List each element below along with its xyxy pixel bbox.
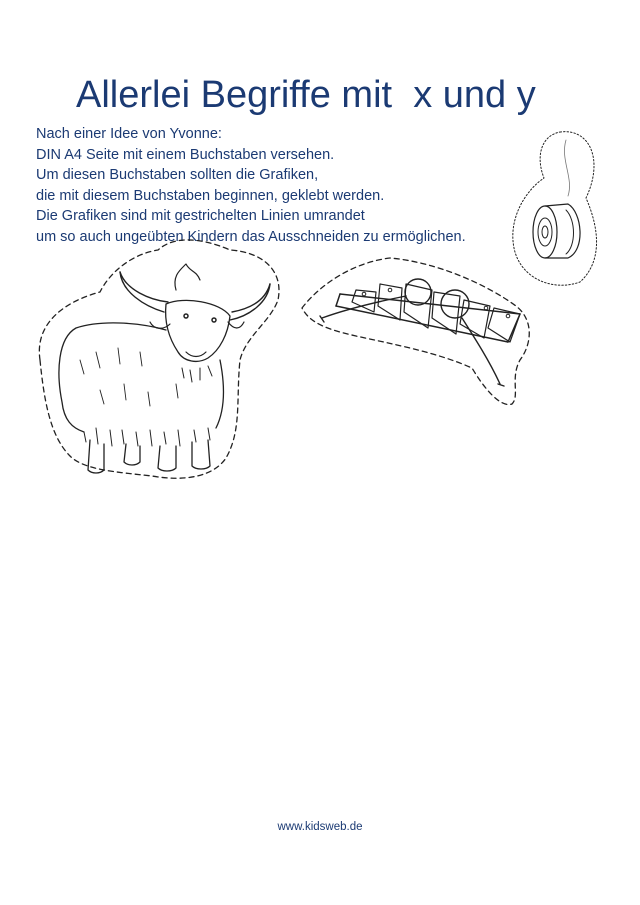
intro-line: um so auch ungeübten Kindern das Ausschneiden zu ermöglichen. xyxy=(36,228,466,245)
intro-line: Nach einer Idee von Yvonne: xyxy=(36,126,222,142)
yoyo-icon xyxy=(513,132,597,286)
intro-line: Die Grafiken sind mit gestrichelten Linien umrandet xyxy=(36,208,365,224)
yak-icon xyxy=(39,240,279,478)
intro-line: Um diesen Buchstaben sollten die Grafiken, xyxy=(36,167,319,183)
page-title: Allerlei Begriffe mit x und y xyxy=(76,74,536,116)
intro-line: die mit diesem Buchstaben beginnen, geklebt werden. xyxy=(36,187,385,204)
xylophone-icon xyxy=(302,258,529,405)
intro-line: DIN A4 Seite mit einem Buchstaben versehen. xyxy=(36,146,335,163)
footer-link[interactable]: www.kidsweb.de xyxy=(277,821,363,833)
